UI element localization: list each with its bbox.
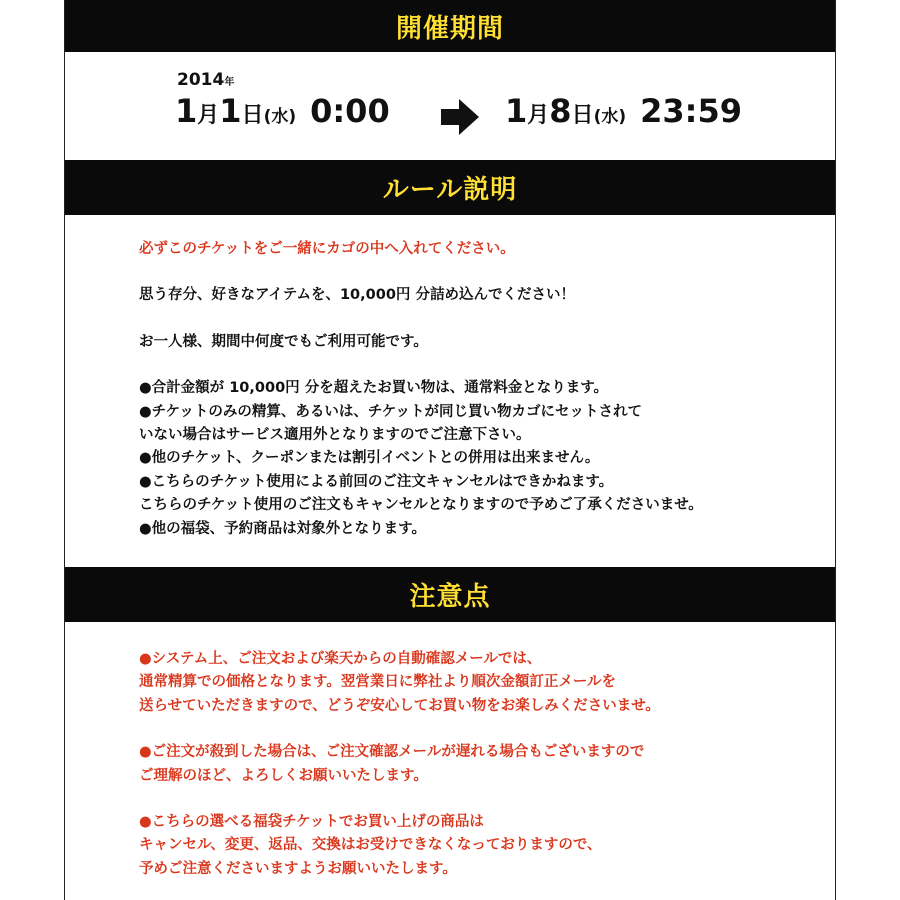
notes-line: 通常精算での価格となります。翌営業日に弊社より順次金額訂正メールを [139, 674, 617, 691]
period-header-title: 開催期間 [395, 13, 504, 44]
rules-bullet: いない場合はサービス適用外となりますのでご注意下さい。 [139, 427, 531, 444]
year-value: 2014 [177, 70, 225, 90]
notes-line: 送らせていただきますので、どうぞ安心してお買い物をお楽しみくださいませ。 [139, 697, 660, 714]
rules-bullet: ●チケットのみの精算、あるいは、チケットが同じ買い物カゴにセットされて [139, 403, 643, 420]
start-weekday: (水) [263, 107, 297, 127]
rules-bullet: ●他の福袋、予約商品は対象外となります。 [139, 520, 426, 537]
end-datetime [505, 92, 742, 130]
event-period [65, 52, 835, 160]
notes-line: ●こちらの選べる福袋チケットでお買い上げの商品は [139, 814, 484, 831]
right-arrow-icon [441, 99, 479, 135]
notes-line: キャンセル、変更、返品、交換はお受けできなくなっておりますので、 [139, 837, 602, 854]
start-datetime [175, 92, 390, 130]
notes-line: ご理解のほど、よろしくお願いいたします。 [139, 767, 428, 784]
start-month-unit: 月 [197, 103, 220, 128]
end-month: 1 [505, 92, 528, 130]
rules-bullet: ●他のチケット、クーポンまたは割引イベントとの併用は出来ません。 [139, 450, 600, 467]
rules-section [139, 238, 819, 541]
notes-header [65, 567, 835, 622]
rules-line-2: お一人様、期間中何度でもご利用可能です。 [139, 333, 428, 350]
ticket-info-panel [64, 0, 836, 900]
start-day: 1 [219, 92, 242, 130]
notes-header-title: 注意点 [409, 582, 491, 612]
notes-line: 予めご注意くださいますようお願いいたします。 [139, 860, 457, 877]
start-month: 1 [175, 92, 198, 130]
period-year [177, 70, 234, 90]
end-day-unit: 日 [571, 103, 594, 128]
end-day: 8 [549, 92, 572, 130]
rules-bullet: ●こちらのチケット使用による前回のご注文キャンセルはできかねます。 [139, 473, 614, 490]
end-month-unit: 月 [527, 103, 550, 128]
rules-header [65, 160, 835, 215]
notes-section [139, 648, 819, 881]
rules-bullet: こちらのチケット使用のご注文もキャンセルとなりますので予めご了承くださいませ。 [139, 497, 703, 514]
notes-line: ●ご注文が殺到した場合は、ご注文確認メールが遅れる場合もございますので [139, 744, 645, 761]
rules-line-1: 思う存分、好きなアイテムを、10,000円 分詰め込んでください！ [139, 287, 575, 304]
year-unit: 年 [224, 77, 235, 88]
start-time: 0:00 [310, 92, 390, 130]
end-time: 23:59 [640, 92, 742, 130]
start-day-unit: 日 [241, 103, 264, 128]
rules-header-title: ルール説明 [382, 175, 518, 205]
rules-highlight: 必ずこのチケットをご一緒にカゴの中へ入れてください。 [139, 241, 515, 257]
rules-bullet: ●合計金額が 10,000円 分を超えたお買い物は、通常料金となります。 [139, 380, 609, 397]
period-header [65, 0, 835, 52]
end-weekday: (水) [593, 107, 627, 127]
notes-line: ●システム上、ご注文および楽天からの自動確認メールでは、 [139, 651, 542, 667]
